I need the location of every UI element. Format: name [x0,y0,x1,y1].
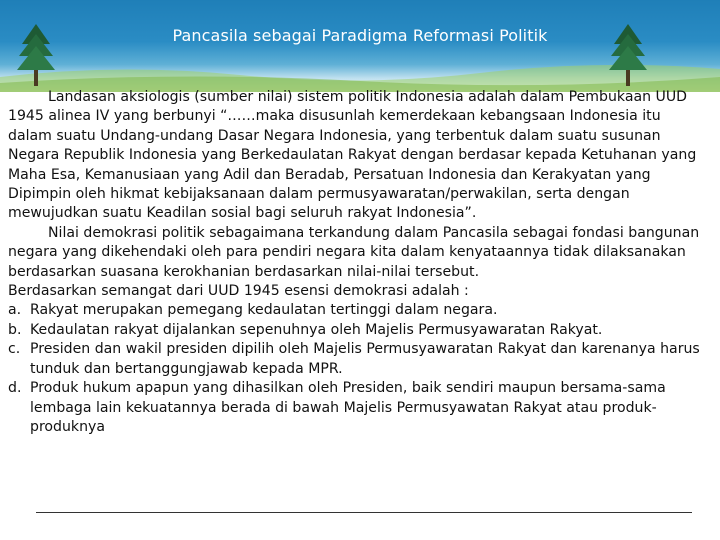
paragraph-landasan: Landasan aksiologis (sumber nilai) sistem politik Indonesia adalah dalam Pembukaan UUD 1945 alinea IV yang berbunyi “……maka disusunlah kemerdekaan kebangsaan Indonesia itu dalam suatu Undang-undang Dasar Negara Indonesia, yang terbentuk dalam suatu susunan Negara Republik Indonesia yang Berkedaulatan Rakyat dengan berdasar kepada Ketuhanan yang Maha Esa, Kemanusiaan yang Adil dan Beradab, Persatuan Indonesia dan Kerakyatan yang Dipimpin oleh hikmat kebijaksanaan dalam permusyawaratan/perwakilan, serta dengan mewujudkan suatu Keadilan sosial bagi seluruh rakyat Indonesia”. [8,89,697,222]
demokrasi-list [8,301,708,437]
list-item [8,301,708,320]
list-item [8,321,708,340]
page-title: Pancasila sebagai Paradigma Reformasi Politik [172,26,548,45]
list-marker: d. [8,380,22,397]
document-body [8,88,708,437]
footer-divider [36,512,692,513]
list-item [8,340,708,379]
list-item-text: Kedaulatan rakyat dijalankan sepenuhnya oleh Majelis Permusyawaratan Rakyat. [30,321,603,338]
paragraph-nilai-demokrasi: Nilai demokrasi politik sebagaimana terkandung dalam Pancasila sebagai fondasi bangunan negara yang dikehendaki oleh para pendiri negara kita dalam kenyataannya tidak dilaksanakan berdasarkan suasana kerokhanian berdasarkan nilai-nilai tersebut. [8,224,700,280]
paragraph-esensi-demokrasi: Berdasarkan semangat dari UUD 1945 esensi demokrasi adalah : [8,283,469,300]
list-item-text: Presiden dan wakil presiden dipilih oleh Majelis Permusyawaratan Rakyat dan karenanya harus tunduk dan bertanggungjawab kepada MPR. [30,341,700,377]
list-marker: c. [8,341,21,358]
header-banner [0,0,720,92]
list-marker: b. [8,321,22,338]
list-item-text: Rakyat merupakan pemegang kedaulatan tertinggi dalam negara. [30,302,498,319]
list-item-text: Produk hukum apapun yang dihasilkan oleh Presiden, baik sendiri maupun bersama-sama lembaga lain kekuatannya berada di bawah Majelis Permusyawatan Rakyat atau produk-produknya [30,380,666,435]
list-marker: a. [8,302,22,319]
list-item [8,379,708,437]
